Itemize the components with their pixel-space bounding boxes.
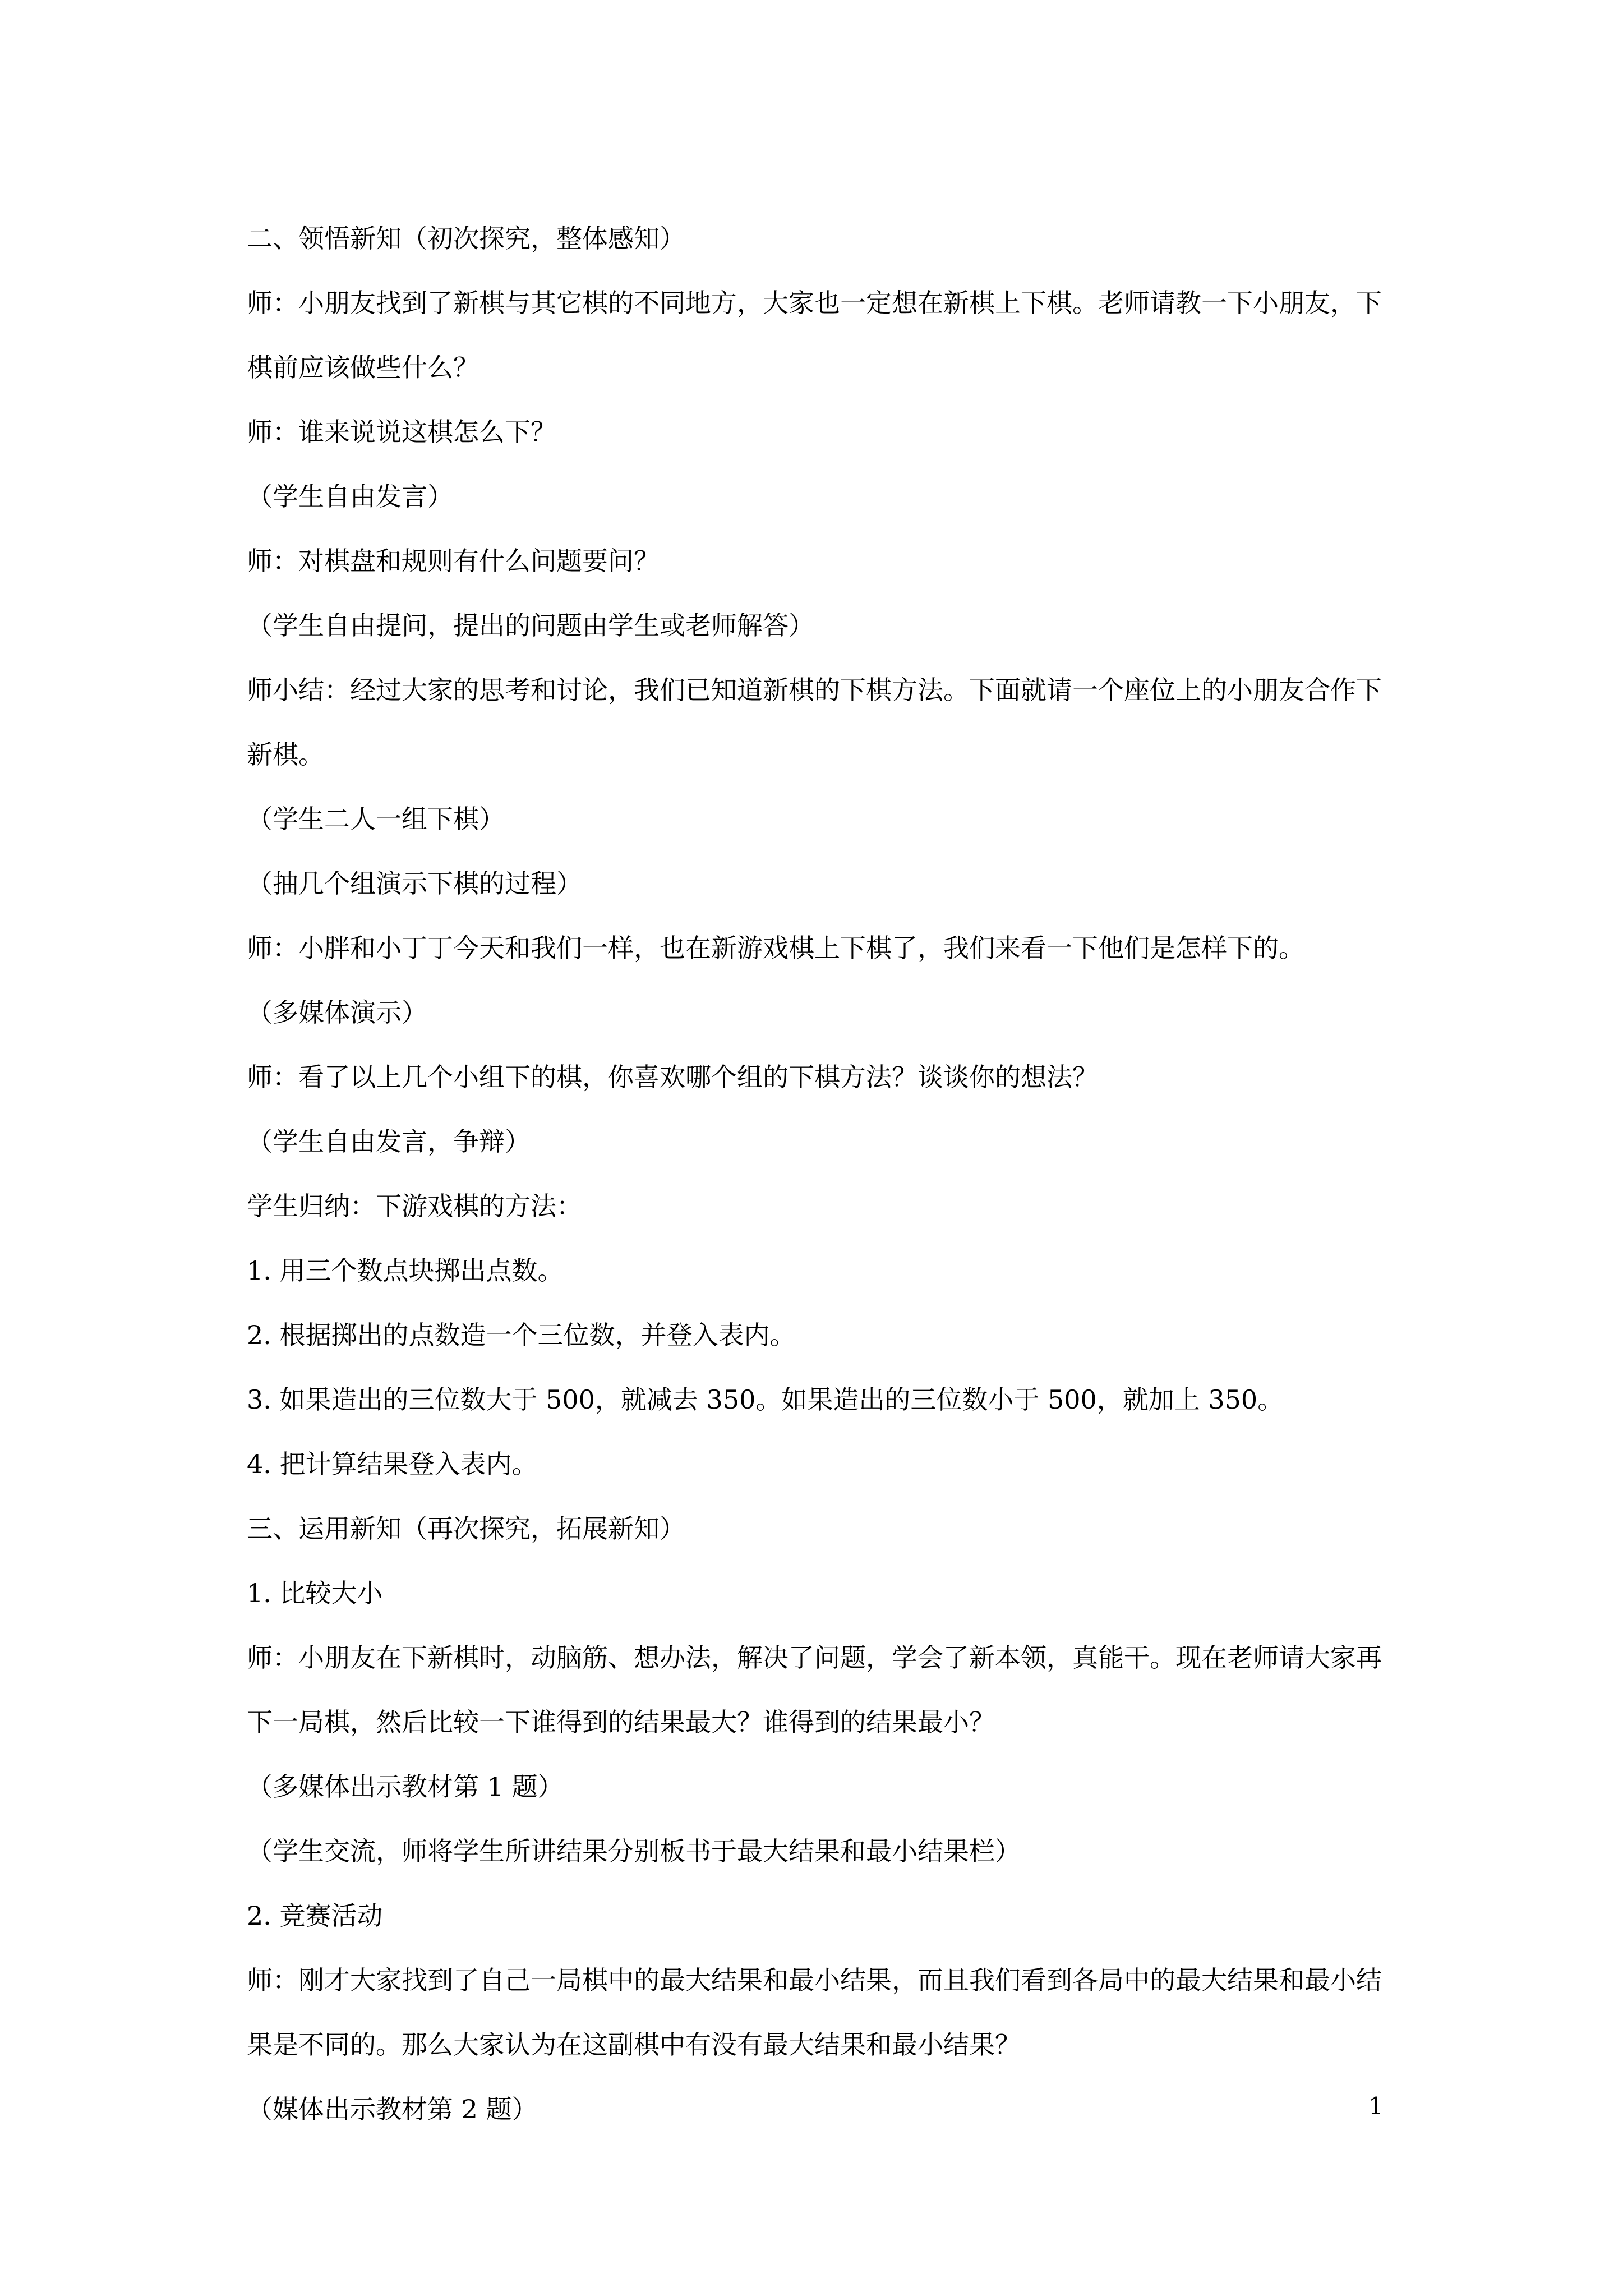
subsection-heading: 2. 竞赛活动 xyxy=(247,1901,383,1931)
stage-note: （学生自由发言，争辩） xyxy=(247,1126,531,1157)
stage-note: （媒体出示教材第 2 题） xyxy=(247,2094,538,2124)
teacher-line: 师：小朋友找到了新棋与其它棋的不同地方，大家也一定想在新棋上下棋。老师请教一下小朋友，下棋前应该做些什么？ xyxy=(247,288,1382,383)
teacher-line: 师：刚才大家找到了自己一局棋中的最大结果和最小结果，而且我们看到各局中的最大结果和最小结果是不同的。那么大家认为在这副棋中有没有最大结果和最小结果？ xyxy=(247,1965,1382,2060)
stage-note: （学生交流，师将学生所讲结果分别板书于最大结果和最小结果栏） xyxy=(247,1836,1021,1866)
section-heading-3: 三、运用新知（再次探究，拓展新知） xyxy=(247,1513,685,1544)
teacher-line: 师：小朋友在下新棋时，动脑筋、想办法，解决了问题，学会了新本领，真能干。现在老师请大家再下一局棋，然后比较一下谁得到的结果最大？谁得到的结果最小？ xyxy=(247,1642,1382,1737)
stage-note: （多媒体演示） xyxy=(247,997,427,1028)
stage-note: （抽几个组演示下棋的过程） xyxy=(247,868,582,899)
section-heading-2: 二、领悟新知（初次探究，整体感知） xyxy=(247,223,685,254)
student-summary: 学生归纳：下游戏棋的方法： xyxy=(247,1191,582,1221)
page-number: 1 xyxy=(1368,2092,1384,2120)
list-item: 4. 把计算结果登入表内。 xyxy=(247,1449,538,1479)
document-body xyxy=(247,206,1391,2142)
subsection-heading: 1. 比较大小 xyxy=(247,1578,383,1608)
teacher-line: 师：对棋盘和规则有什么问题要问？ xyxy=(247,546,660,576)
stage-note: （学生自由发言） xyxy=(247,481,453,512)
list-item: 3. 如果造出的三位数大于 500，就减去 350。如果造出的三位数小于 500，就加上 350。 xyxy=(247,1384,1284,1415)
stage-note: （多媒体出示教材第 1 题） xyxy=(247,1772,564,1802)
list-item: 2. 根据掷出的点数造一个三位数，并登入表内。 xyxy=(247,1320,796,1350)
teacher-line: 师：谁来说说这棋怎么下？ xyxy=(247,417,556,447)
stage-note: （学生二人一组下棋） xyxy=(247,804,505,834)
teacher-line: 师：看了以上几个小组下的棋，你喜欢哪个组的下棋方法？谈谈你的想法？ xyxy=(247,1062,1098,1092)
stage-note: （学生自由提问，提出的问题由学生或老师解答） xyxy=(247,610,814,641)
list-item: 1. 用三个数点块掷出点数。 xyxy=(247,1255,564,1286)
teacher-summary: 师小结：经过大家的思考和讨论，我们已知道新棋的下棋方法。下面就请一个座位上的小朋友合作下新棋。 xyxy=(247,675,1382,770)
teacher-line: 师：小胖和小丁丁今天和我们一样，也在新游戏棋上下棋了，我们来看一下他们是怎样下的。 xyxy=(247,933,1304,963)
